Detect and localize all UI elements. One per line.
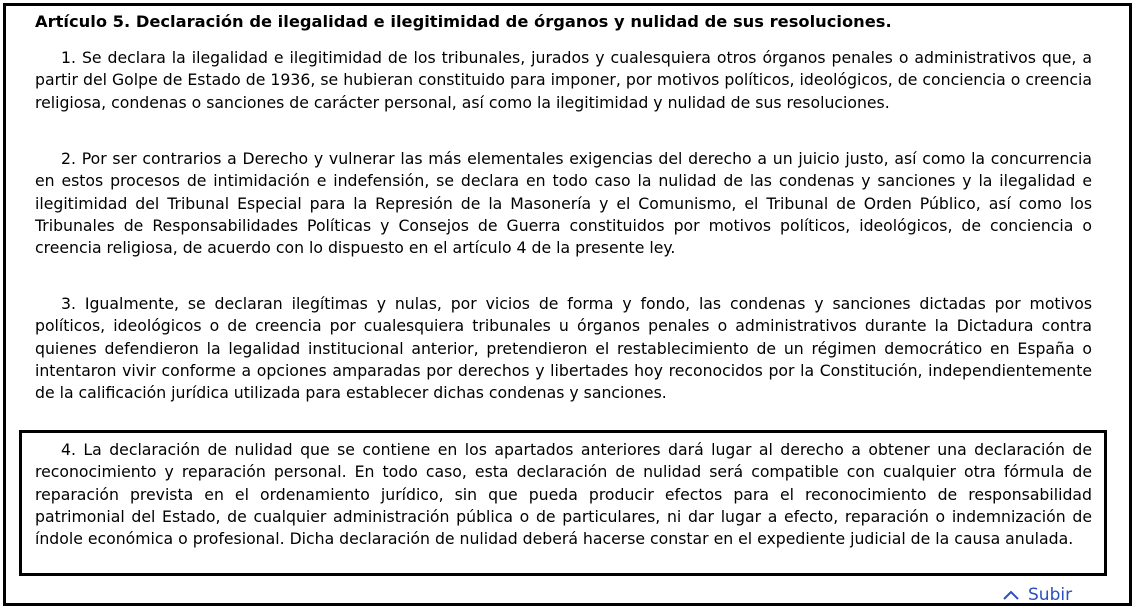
chevron-up-icon: [1002, 589, 1020, 601]
article-heading: Artículo 5. Declaración de ilegalidad e ilegitimidad de órganos y nulidad de sus resoluciones.: [35, 12, 892, 31]
article-paragraph-4: 4. La declaración de nulidad que se contiene en los apartados anteriores dará lugar al derecho a obtener una declaración de reconocimiento y reparación personal. En todo caso, esta declaración de nulidad será compatible con cualquier otra fórmula de reparación prevista en el ordenamiento jurídico, sin que pueda producir efectos para el reconocimiento de responsabilidad patrimonial del Estado, de cualquier administración pública o de particulares, ni dar lugar a efecto, reparación o indemnización de índole económica o profesional. Dicha declaración de nulidad deberá hacerse constar en el expediente judicial de la causa anulada.: [35, 440, 1092, 549]
article-paragraph-2: 2. Por ser contrarios a Derecho y vulnerar las más elementales exigencias del derecho a un juicio justo, así como la concurrencia en estos procesos de intimidación e indefensión, se declara en todo caso la nulidad de las condenas y sanciones y la ilegalidad e ilegitimidad del Tribunal Especial para la Represión de la Masonería y el Comunismo, el Tribunal de Orden Público, así como los Tribunales de Responsabilidades Políticas y Consejos de Guerra constituidos por motivos políticos, ideológicos, de conciencia o creencia religiosa, de acuerdo con lo dispuesto en el artículo 4 de la presente ley.: [35, 149, 1092, 258]
back-to-top-link[interactable]: [1002, 585, 1072, 605]
article-paragraph-1: 1. Se declara la ilegalidad e ilegitimidad de los tribunales, jurados y cualesquiera otros órganos penales o administrativos que, a partir del Golpe de Estado de 1936, se hubieran constituido para imponer, por motivos políticos, ideológicos, de conciencia o creencia religiosa, condenas o sanciones de carácter personal, así como la ilegitimidad y nulidad de sus resoluciones.: [35, 48, 1092, 112]
back-to-top-label: Subir: [1028, 585, 1073, 605]
article-paragraph-3: 3. Igualmente, se declaran ilegítimas y nulas, por vicios de forma y fondo, las condenas y sanciones dictadas por motivos políticos, ideológicos o de creencia por cualesquiera tribunales u órganos penales o administrativos durante la Dictadura contra quienes defendieron la legalidad institucional anterior, pretendieron el restablecimiento de un régimen democrático en España o intentaron vivir conforme a opciones amparadas por derechos y libertades hoy reconocidos por la Constitución, independientemente de la calificación jurídica utilizada para establecer dichas condenas y sanciones.: [35, 294, 1092, 403]
